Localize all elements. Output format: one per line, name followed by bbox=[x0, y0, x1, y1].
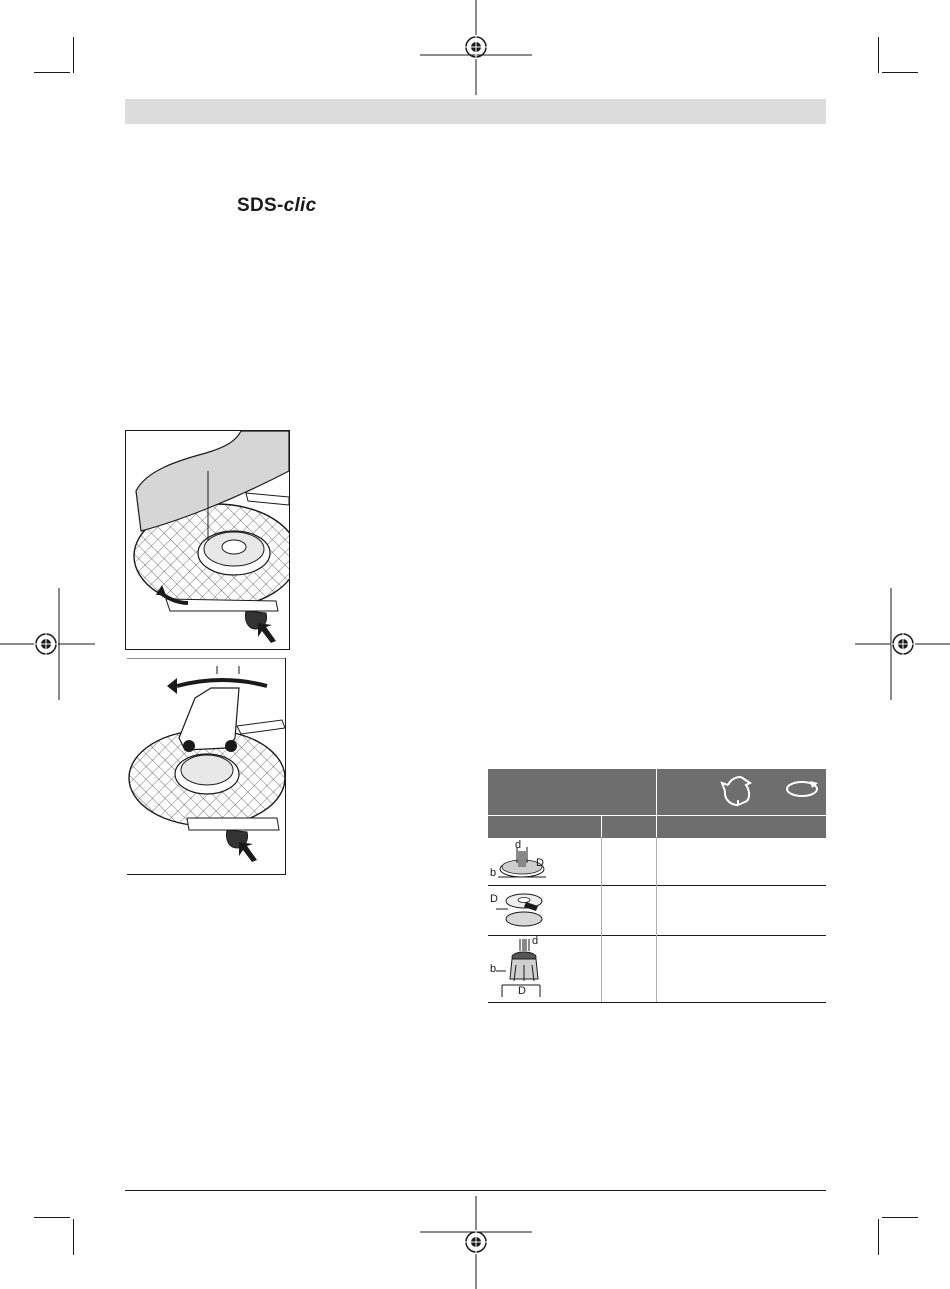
footer-rule bbox=[125, 1190, 826, 1191]
column-separator bbox=[601, 837, 602, 1002]
rotation-arrow-icon bbox=[784, 779, 822, 799]
subheader-divider-2 bbox=[656, 815, 657, 837]
registration-mark-icon bbox=[420, 0, 532, 95]
spanner-disc-drawing bbox=[127, 658, 285, 874]
page-header-bar bbox=[125, 99, 826, 124]
dim-label-b: b bbox=[490, 963, 497, 975]
row-separator bbox=[488, 1002, 826, 1003]
accessory-table bbox=[488, 769, 826, 1005]
dim-label-d: d bbox=[515, 839, 522, 851]
crop-mark-top-right-v bbox=[878, 37, 879, 73]
dim-label-D: D bbox=[490, 893, 498, 905]
subheader-divider-1 bbox=[601, 815, 602, 837]
registration-mark-icon bbox=[420, 1196, 532, 1289]
row-separator bbox=[488, 885, 826, 886]
dim-label-D: D bbox=[536, 857, 544, 869]
registration-mark-icon bbox=[855, 588, 950, 700]
crop-mark-bottom-left-h bbox=[34, 1217, 70, 1218]
table-subheader bbox=[488, 815, 826, 838]
crop-mark-bottom-right-v bbox=[878, 1219, 879, 1255]
registration-mark-icon bbox=[0, 588, 95, 700]
hand-disc-drawing bbox=[126, 431, 289, 649]
recycle-icon bbox=[716, 773, 766, 813]
table-header-divider bbox=[656, 769, 657, 815]
crop-mark-top-left-v bbox=[73, 37, 74, 73]
crop-mark-bottom-right-h bbox=[882, 1217, 918, 1218]
dim-label-b: b bbox=[490, 867, 497, 879]
row-separator bbox=[488, 935, 826, 936]
dim-label-d: d bbox=[532, 935, 539, 947]
table-header bbox=[488, 769, 826, 815]
crop-mark-top-left-h bbox=[34, 72, 70, 73]
logo-prefix: SDS- bbox=[237, 195, 284, 216]
dim-label-D: D bbox=[518, 985, 526, 997]
crop-mark-top-right-h bbox=[882, 72, 918, 73]
figure-hand-disc-illustration bbox=[125, 430, 290, 650]
figure-spanner-disc-illustration bbox=[127, 658, 286, 875]
column-separator bbox=[656, 837, 657, 1002]
sds-clic-logo bbox=[237, 195, 317, 217]
crop-mark-bottom-left-v bbox=[73, 1219, 74, 1255]
sanding-disc-icon bbox=[496, 889, 546, 931]
logo-suffix: clic bbox=[283, 195, 317, 216]
